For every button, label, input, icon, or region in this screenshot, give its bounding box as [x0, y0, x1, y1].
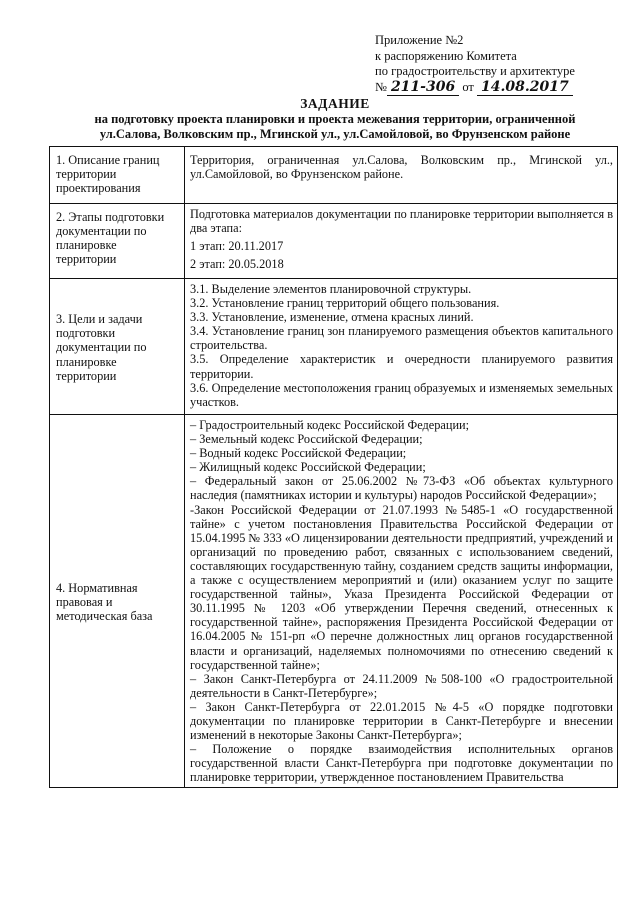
- row-value: [185, 415, 618, 788]
- date-prefix: от: [462, 79, 474, 94]
- appendix-line-3: по градостроительству и архитектуре: [375, 64, 575, 78]
- table-row: [50, 415, 618, 788]
- table-row: [50, 204, 618, 279]
- appendix-block: [375, 33, 575, 96]
- list-item: 3.1. Выделение элементов планировочной структуры.: [190, 282, 472, 296]
- row-label: 3. Цели и задачи подготовки документации по планировке территории: [50, 279, 185, 415]
- stage-2: 2 этап: 20.05.2018: [190, 257, 284, 272]
- row-value: [185, 147, 618, 204]
- list-item: – Положение о порядке взаимодействия исполнительных органов государственной власти Санкт-Петербурга при подготовке документации по планировке территории, утвержденное постановлением Правительства: [190, 742, 613, 785]
- list-item: – Закон Санкт-Петербурга от 24.11.2009 №508-100 «О градостроительной деятельности в Санкт-Петербурге»;: [190, 671, 613, 700]
- row-label: 4. Нормативная правовая и методическая база: [50, 415, 185, 788]
- boundary-description: Территория, ограниченная ул.Салова, Волковским пр., Мгинской ул., ул.Самойловой, во Фрунзенском районе.: [190, 153, 613, 182]
- table-row: [50, 147, 618, 204]
- list-item: – Водный кодекс Российской Федерации;: [190, 446, 407, 461]
- list-item: – Земельный кодекс Российской Федерации;: [190, 432, 423, 447]
- row-value: [185, 204, 618, 279]
- list-item: 3.3. Установление, изменение, отмена красных линий.: [190, 310, 474, 325]
- list-item: 3.6. Определение местоположения границ образуемых и изменяемых земельных участков.: [190, 380, 613, 409]
- list-item: – Федеральный закон от 25.06.2002 №73-ФЗ «Об объектах культурного наследия (памятниках истории и культуры) народов Российской Федерации»;: [190, 474, 613, 503]
- order-number: 211-306: [387, 80, 459, 97]
- document-title: [40, 96, 630, 142]
- title-subline-1: на подготовку проекта планировки и проекта межевания территории, ограниченной: [94, 112, 576, 126]
- list-item: – Жилищный кодекс Российской Федерации;: [190, 460, 426, 475]
- order-date: 14.08.2017: [477, 80, 573, 97]
- list-item: – Закон Санкт-Петербурга от 22.01.2015 №4-5 «О порядке подготовки документации по планировке территории в Санкт-Петербурге и внесении изменений в некоторые Законы Санкт-Петербурга»;: [190, 699, 613, 743]
- appendix-line-1: Приложение №2: [375, 33, 464, 47]
- number-prefix: №: [375, 79, 387, 94]
- stage-1: 1 этап: 20.11.2017: [190, 239, 284, 254]
- stages-intro: Подготовка материалов документации по планировке территории выполняется в два этапа:: [190, 207, 613, 236]
- appendix-line-2: к распоряжению Комитета: [375, 48, 517, 63]
- row-label: 2. Этапы подготовки документации по планировке территории: [50, 204, 185, 279]
- list-item: 3.5. Определение характеристик и очередности планируемого развития территории.: [190, 352, 613, 381]
- assignment-table: [49, 146, 618, 788]
- row-label: 1. Описание границ территории проектирования: [50, 147, 185, 204]
- list-item: -Закон Российской Федерации от 21.07.1993 №5485-1 «О государственной тайне» с учетом постановления Правительства Российской Федерации от 15.04.1995 № 333 «О лицензировании деятельности предприятий, учреждений и организаций по проведению работ, связанных с использованием сведений, составляющих государственную тайну, созданием средств защиты информации, а также с осуществлением мероприятий и (или) оказанием услуг по защите государственной тайны», Указа Президента Российской Федерации от 30.11.1995 № 1203 «Об утверждении Перечня сведений, отнесенных к государственной тайне», распоряжения Президента Российской Федерации от 16.04.2005 № 151-рп «О перечне должностных лиц органов государственной власти и организаций, наделяемых полномочиями по отнесению сведений к государственной тайне»;: [190, 502, 613, 672]
- title-subline-2: ул.Салова, Волковским пр., Мгинской ул., ул.Самойловой, во Фрунзенском районе: [99, 127, 571, 141]
- list-item: 3.4. Установление границ зон планируемого размещения объектов капитального строительства.: [190, 324, 613, 353]
- list-item: – Градостроительный кодекс Российской Федерации;: [190, 418, 470, 432]
- title-heading: ЗАДАНИЕ: [300, 96, 370, 111]
- row-value: [185, 279, 618, 415]
- table-row: [50, 279, 618, 415]
- list-item: 3.2. Установление границ территорий общего пользования.: [190, 296, 500, 311]
- appendix-number-line: [375, 80, 575, 97]
